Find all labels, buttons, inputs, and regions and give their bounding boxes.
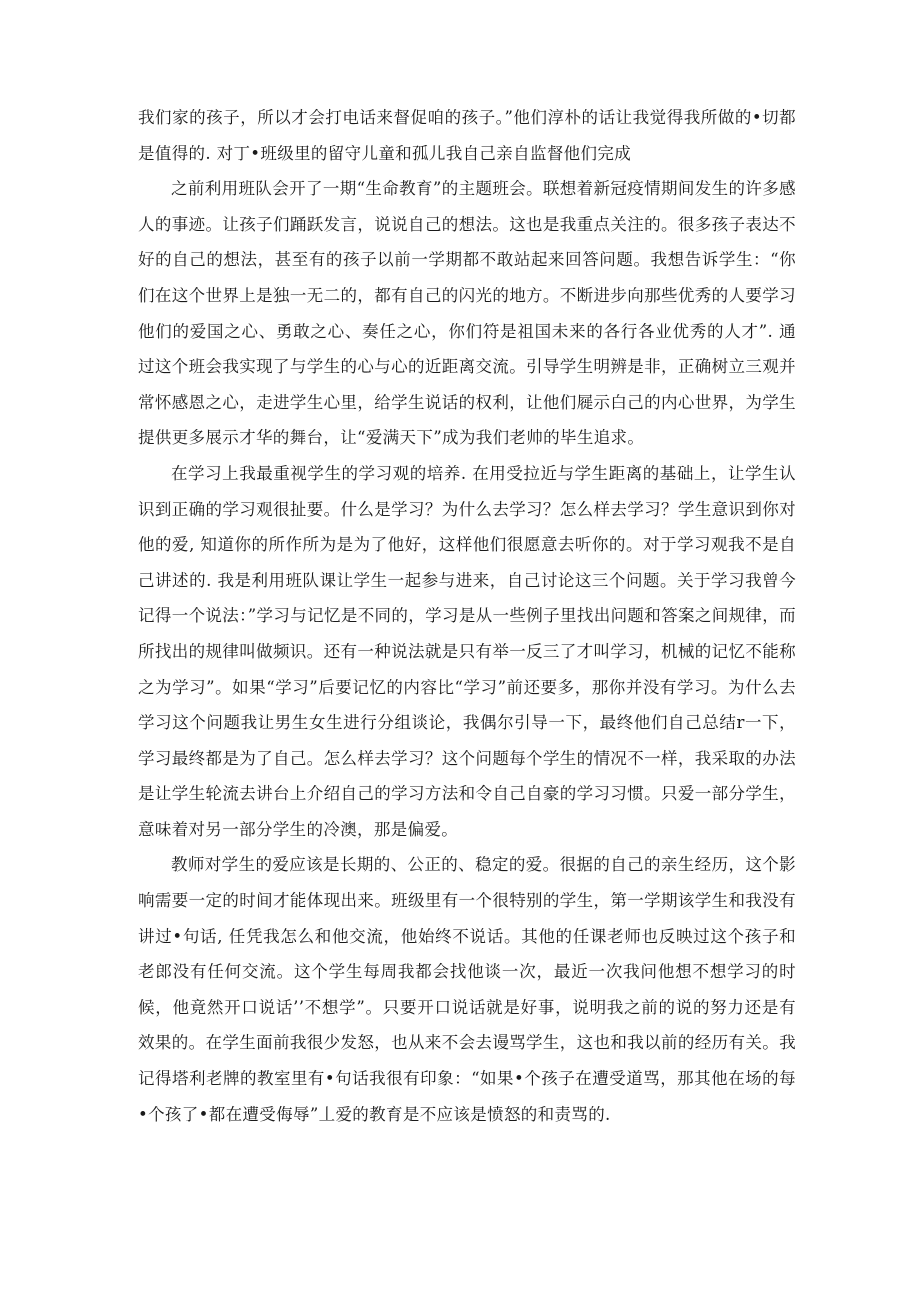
paragraph-2: 之前利用班队会开了一期“生命教育”的主题班会。联想着新冠疫情期间发生的许多感人的事迹。让孩子们踊跃发言，说说自己的想法。这也是我重点关注的。很多孩子表达不好的自己的想法，甚至有的孩子以前一学期都不敢站起来回答问题。我想告诉学生：“你们在这个世界上是独一无二的，都有自己的闪光的地方。不断进步向那些优秀的人要学习他们的爱国之心、勇敢之心、奏任之心，你们符是祖国未来的各行各业优秀的人才”. 通过这个班会我实现了与学生的心与心的近距离交流。引导学生明辨是非，正确树立三观并常怀感恩之心，走进学生心里，给学生说话的权利，让他们屣示白己的内心世界，为学生提供更多展示才华的舞台，让“爱满天下”成为我们老帅的毕生追求。 (138, 179, 796, 448)
paragraph-3: 在学习上我最重视学生的学习观的培养. 在用受拉近与学生距离的基础上，让学生认识到正确的学习观很扯要。什么是学习？为什么去学习？怎么样去学习？学生意识到你对他的爱, 知道你的所作所为是为了他好，这样他们很愿意去听你的。对于学习观我不是自己讲述的. 我是利用班队课让学生一起参与进来，自己讨论这三个问题。关于学习我曾今记得一个说法：”学习与记忆是不同的，学习是从一些例子里找出问题和答案之间规律，而所找出的规律叫做频识。还有一种说法就是只有举一反三了才叫学习，机械的记忆不能称之为学习”。如果“学习”后要记忆的内容比“学习”前还要多，那你并没有学习。为什么去学习这个问题我让男生女生进行分组谈论，我偶尔引导一下，最终他们自己总结r一下，学习最终都是为了自己。怎么样去学习？这个问题每个学生的情况不一样，我采取的办法是让学生轮流去讲台上介绍自己的学习方法和令自己自豪的学习习惯。只爱一部分学生，意味着对另一部分学生的冷澳，那是偏爱。 (138, 463, 796, 839)
document-body (138, 100, 796, 1132)
paragraph-4: 教师对学生的爱应该是长期的、公正的、稳定的爱。很据的自己的亲生经历，这个影响需要一定的时间才能体现出来。班级里有一个很特别的学生，第一学期该学生和我没有讲过•句话, 任凭我怎么和他交流，他始终不说话。其他的任课老师也反映过这个孩子和老郎没有任何交流。这个学生每周我都会找他谈一次，最近一次我问他想不想学习的时候，他竟然开口说话’’不想学”。只要开口说话就是好事，说明我之前的说的努力还是有效果的。在学生面前我很少发怒，也从来不会去谩骂学生，这也和我以前的经历有关。我记得塔利老牌的教室里有•句话我很有印象：“如果•个孩子在遭受道骂，那其他在场的每•个孩了•都在遭受侮辱”丄爱的教育是不应该是愤怒的和责骂的. (138, 855, 796, 1124)
paragraph-1: 我们家的孩子，所以才会打电话来督促咱的孩子。”他们淳朴的话让我觉得我所做的•切都是值得的. 对丁•班级里的留守儿童和孤儿我自己亲自监督他们完成 (138, 108, 796, 163)
